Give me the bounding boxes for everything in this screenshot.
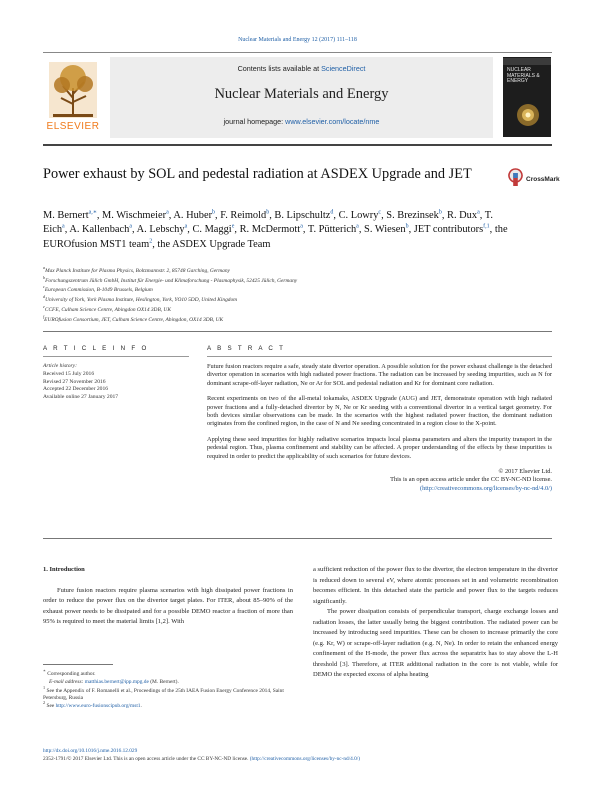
author-affiliation-marker[interactable]: d (330, 209, 334, 216)
author-name[interactable]: T. Eich (43, 210, 493, 236)
footnote-text: See the Appendix of F. Romanelli et al., Proceedings of the 25th IAEA Fusion Energy Conference 2014, Saint Petersburg, Russia (43, 687, 284, 701)
journal-homepage-link[interactable]: www.elsevier.com/locate/nme (285, 117, 380, 126)
author-affiliation-marker[interactable]: b (266, 209, 270, 216)
copyright-line: © 2017 Elsevier Ltd. (498, 468, 552, 476)
cover-title: NUCLEAR MATERIALS & ENERGY (507, 67, 540, 85)
affiliation-text: European Commission, B-1049 Brussels, Belgium (44, 287, 153, 294)
footnote-label: E-mail address: (49, 679, 84, 686)
author-email-link[interactable]: matthias.bernert@ipp.mpg.de (84, 679, 149, 686)
history-label: Article history: (43, 363, 78, 369)
author-affiliation-marker[interactable]: e (231, 223, 235, 230)
footnote (43, 700, 303, 710)
author-list: M. Bernert$^{a,∗}$, M. Wischmeier$^a$, A. Huber$^b$, F. Reimold$^b$, B. Lipschultz$^d$, C. Lowry$^c$, S. Brezinsek$^b$, R. Dux$^a$, T. Eich$^a$, A. Kallenbach$^a$, A. Lebschy$^a$, C. Maggi$^e$, R. McDermott$^a$, T. Pütterich$^a$, S. Wiesen$^b$, JET contributors$^{f,1}$, the EUROfusion MST1 team$^2$, the ASDEX Upgrade Team (43, 209, 508, 250)
author-name[interactable]: M. Bernert (43, 210, 89, 221)
affiliation (43, 286, 543, 296)
affiliation-marker: d (43, 294, 46, 300)
author-name[interactable]: F. Reimold (220, 210, 267, 221)
author-affiliation-marker[interactable]: a (129, 223, 133, 230)
footnote-rule (43, 664, 113, 665)
affiliation-marker: a (43, 265, 46, 271)
license-line: This is an open access article under the CC BY-NC-ND license. (390, 476, 552, 484)
footnote-marker: 1 (43, 684, 46, 690)
affiliation (43, 267, 543, 277)
article-title: Power exhaust by SOL and pedestal radiation at ASDEX Upgrade and JET (43, 166, 472, 182)
author-name[interactable]: JET contributors (413, 224, 484, 236)
journal-homepage-line (110, 117, 493, 126)
affiliation-marker: b (43, 274, 46, 280)
author-affiliation-marker[interactable]: a (184, 223, 188, 230)
author-name[interactable]: A. Kallenbach (69, 224, 130, 236)
cover-art-icon (509, 100, 547, 130)
mst1-link[interactable]: http://www.euro-fusionscipub.org/mst1 (55, 703, 141, 710)
affiliation-marker: f (43, 313, 45, 319)
abstract-heading: A B S T R A C T (207, 345, 286, 352)
author-name[interactable]: R. McDermott (239, 224, 301, 236)
abstract-paragraph: Applying these seed impurities for highly radiative scenarios impacts local plasma parameters and alters the impurity transport in the pedestal region. Thus, plasma confinement and stability can be affected. A proper understanding of the effects by these impurities is required in order to predict the applicability of such scenarios for future devices. (207, 435, 552, 460)
crossmark-icon[interactable] (508, 168, 523, 188)
affiliation-text: EUROfusion Consortium, JET, Culham Science Centre, Abingdon, OX14 3DB, UK (44, 316, 224, 323)
footnote (43, 684, 303, 706)
issn-line: 2352-1791/© 2017 Elsevier Ltd. This is an open access article under the CC BY-NC-ND license. (43, 756, 249, 762)
author-name[interactable]: A. Lebschy (136, 224, 185, 236)
section-rule (43, 538, 552, 539)
author-name[interactable]: M. Wischmeier (102, 210, 167, 221)
affiliation (43, 313, 543, 326)
author-affiliation-marker[interactable]: b (438, 209, 442, 216)
body-paragraph: The power dissipation consists of perpendicular transport, charge exchange losses and radiation losses, the latter usually being the biggest contribution. The radiated power can be increased by introducing seed impurities. These can be chosen to increase primarily the core (e.g. Kr, W) or scrape-off-layer radiation (e.g. N, Ne). In order to retain the enhanced energy confinement of the H-mode, the power flux across the separatrix has to stay above the L-H threshold [3]. Therefore, at ITER additional radiation in the core is not viable, while for DEMO the expected excess of alpha heating (313, 608, 558, 678)
article-history (43, 363, 193, 402)
sciencedirect-link[interactable]: ScienceDirect (321, 64, 366, 73)
abstract-paragraph: Future fusion reactors require a safe, steady state divertor operation. A possible solution for the power exhaust challenge is the detached divertor operation in scenarios with high radiated power fractions. The radiation can be increased by seeding impurities, such as N for dominant scrape-off-layer radiation, Ne or Ar for SOL and pedestal radiation and Kr for dominant core radiation. (207, 363, 552, 387)
author-name[interactable]: C. Maggi (192, 224, 232, 236)
author-affiliation-marker[interactable]: a,∗ (88, 209, 97, 216)
affiliation (43, 306, 543, 316)
footnotes (43, 668, 303, 711)
affiliation-list (43, 267, 543, 325)
affiliation-text: University of York, York Plasma Institute, Heslington, York, YO10 5DD, United Kingdom (45, 297, 238, 304)
author-name[interactable]: the ASDEX Upgrade Team (157, 238, 271, 250)
affiliation-text: Max Planck Institute for Plasma Physics, Boltzmannstr. 2, 85748 Garching, Germany (45, 268, 230, 274)
crossmark-label: CrossMark (526, 176, 560, 183)
author-name[interactable]: the EUROfusion MST1 team (43, 224, 508, 250)
footnote-marker: 2 (43, 700, 46, 706)
author-name[interactable]: B. Lipschultz (274, 210, 331, 221)
author-name[interactable]: S. Wiesen (364, 224, 406, 236)
author-affiliation-marker[interactable]: f,1 (483, 223, 490, 230)
right-column (313, 565, 558, 681)
history-available: Available online 27 January 2017 (43, 394, 119, 401)
footnote (43, 679, 303, 686)
section-rule (43, 331, 552, 332)
footer-license-link[interactable]: (http://creativecommons.org/licenses/by-nc-nd/4.0/) (249, 756, 361, 762)
author-affiliation-marker[interactable]: a (356, 223, 359, 230)
footnote-text: (M. Bernert). (150, 679, 179, 686)
affiliation (43, 296, 543, 306)
author-affiliation-marker[interactable]: 2 (149, 238, 153, 245)
affiliation-text: Forschungszentrum Jülich GmbH, Institut für Energie- und Klimaforschung - Plasmaphysik, 52425 Jülich, Germany (45, 277, 298, 284)
license-link[interactable]: (http://creativecommons.org/licenses/by-nc-nd/4.0/) (419, 484, 552, 492)
journal-name: Nuclear Materials and Energy (214, 86, 389, 102)
doi-link[interactable]: http://dx.doi.org/10.1016/j.nme.2016.12.029 (43, 748, 138, 754)
header-bottom-rule (43, 144, 552, 146)
contents-prefix: Contents lists available at (237, 64, 320, 73)
author-affiliation-marker[interactable]: c (378, 209, 382, 216)
affiliation (43, 274, 543, 287)
affiliation-text: CCFE, Culham Science Centre, Abingdon OX14 3DB, UK (44, 306, 171, 313)
homepage-prefix: journal homepage: (223, 117, 284, 126)
header-top-rule (43, 52, 552, 53)
body-paragraph: Future fusion reactors require plasma scenarios with high dissipated power fractions in order to reduce the power flux on the divertor target plates. For ITER, about 85–90% of the exhaust power needs to be dissipated and for a possible DEMO reactor a fraction of more than 95% is required to meet the material limits [1,2]. With (43, 586, 293, 625)
author-affiliation-marker[interactable]: a (300, 223, 303, 230)
footnote-text: . (140, 703, 142, 710)
affiliation-marker: c (43, 284, 45, 290)
author-name[interactable]: R. Dux (447, 210, 478, 221)
history-revised: Revised 27 November 2016 (43, 378, 106, 385)
page-footer (43, 747, 563, 763)
body-paragraph: a sufficient reduction of the power flux to the divertor, the electron temperature in the divertor is reduced down to several eV, where atomic processes set in and volumetric recombination becomes efficient. In this detached state the particle and power flux to the targets reduces significantly. (313, 566, 558, 605)
affiliation-marker: e (43, 304, 45, 310)
history-accepted: Accepted 22 December 2016 (43, 386, 109, 393)
author-affiliation-marker[interactable]: a (62, 223, 65, 230)
abstract-paragraph: Recent experiments on two of the all-metal tokamaks, ASDEX Upgrade (AUG) and JET, demonstrate operation with high radiated power fractions and a fully-detached divertor by N, Ne or Kr seeding with a conventional divertor in a vertical target geometry. For both devices similar observations can be made. In the scenarios with the highest radiated power fraction, the dominant radiation originates from the confined region, in the case of N and Ne seeding concentrated in a region close to the X-point. (207, 395, 552, 428)
article-info-heading: A R T I C L E I N F O (43, 345, 149, 352)
author-name[interactable]: A. Huber (173, 210, 213, 221)
footnote (43, 668, 303, 678)
footnote-label: See (46, 703, 55, 710)
running-head: Nuclear Materials and Energy 12 (2017) 111–118 (238, 37, 357, 43)
section-heading: 1. Introduction (43, 566, 85, 573)
footnote-text: Corresponding author. (47, 671, 96, 677)
abstract-rule (207, 356, 552, 357)
footnote-marker: ∗ (43, 668, 46, 674)
contents-line (110, 64, 493, 73)
cover-strip (503, 58, 551, 65)
history-received: Received 15 July 2016 (43, 370, 95, 377)
author-name[interactable]: C. Lowry (338, 210, 379, 221)
author-affiliation-marker[interactable]: a (477, 209, 480, 216)
abstract (207, 363, 565, 493)
author-name[interactable]: S. Brezinsek (386, 210, 439, 221)
article-info-rule (43, 356, 189, 357)
author-affiliation-marker[interactable]: b (212, 209, 216, 216)
author-name[interactable]: T. Pütterich (307, 224, 357, 236)
left-column (43, 565, 293, 628)
elsevier-logo-text: ELSEVIER (46, 121, 100, 132)
author-affiliation-marker[interactable]: a (166, 209, 169, 216)
author-affiliation-marker[interactable]: b (405, 223, 409, 230)
